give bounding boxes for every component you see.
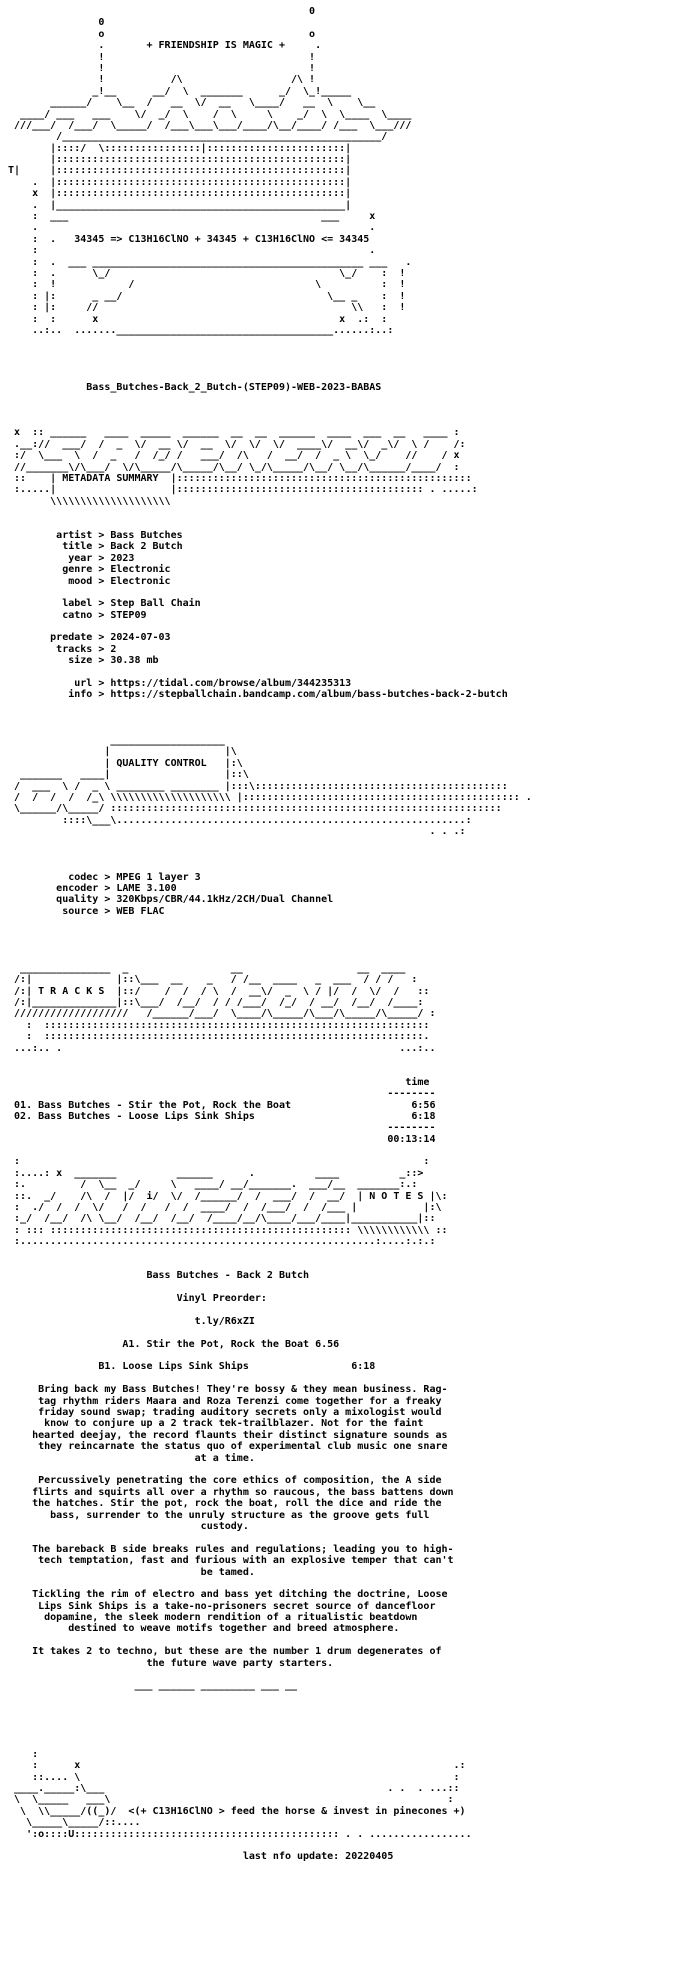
nfo-line — [2, 405, 532, 416]
nfo-line: : . — [2, 245, 376, 257]
nfo-line: time — [2, 1076, 430, 1088]
nfo-line: /////////////////// /______/___/ \____/\_____/\___/\_____/\_____/ : — [2, 1008, 436, 1020]
nfo-line: | |\ — [2, 746, 237, 758]
nfo-line: 0 — [2, 17, 316, 29]
nfo-line: : x .: — [2, 1760, 466, 1772]
nfo-line: ::.... \ : — [2, 1771, 460, 1783]
nfo-line: size > 30.38 mb — [2, 655, 159, 667]
nfo-line: 02. Bass Butches - Loose Lips Sink Ships 6:18 — [2, 1110, 436, 1122]
nfo-line: \ \\_____/((_)/ <(+ C13H16ClNO > feed the horse & invest in pinecones +) — [2, 1805, 466, 1817]
nfo-line: ::. _/ /\ / |/ i/ \/ /______/ / ___/ / __/ | N O T E S |\: — [2, 1190, 448, 1202]
nfo-line: A1. Stir the Pot, Rock the Boat 6.56 — [2, 1338, 340, 1350]
nfo-line: : :::::::::::::::::::::::::::::::::::::::::::::::::::::::::::::::: — [2, 1019, 430, 1031]
nfo-line: catno > STEP09 — [2, 609, 147, 621]
nfo-line: / / / / /_\ \\\\\\\\\\\\\\\\\\\\ |:::::::::::::::::::::::::::::::::::::::::::::: . — [2, 791, 532, 803]
nfo-line — [2, 860, 532, 871]
nfo-line: Bass_Butches-Back_2_Butch-(STEP09)-WEB-2023-BABAS — [2, 381, 382, 393]
nfo-line: ______/ \__ / __ \/ __ \____/ __ \ \__ — [2, 97, 376, 109]
nfo-line: T| |::::::::::::::::::::::::::::::::::::::::::::::::| — [2, 165, 352, 177]
nfo-line: : . \_/ \_/ : ! — [2, 267, 406, 279]
nfo-line: :.....| |::::::::::::::::::::::::::::::::::::::::: . .....: — [2, 484, 478, 496]
nfo-line: \ \_____ ___\ : — [2, 1794, 454, 1806]
nfo-line — [2, 1259, 532, 1270]
nfo-line: Bring back my Bass Butches! They're bossy & they mean business. Rag- — [2, 1384, 448, 1396]
nfo-line: \\\\\\\\\\\\\\\\\\\\ — [2, 495, 171, 507]
nfo-line: . . .: — [2, 826, 466, 838]
nfo-line: : . 34345 => C13H16ClNO + 34345 + C13H16ClNO <= 34345 — [2, 233, 370, 245]
nfo-line: :....: x _______ ______ . ____ _::> — [2, 1167, 424, 1179]
nfo-line: genre > Electronic — [2, 564, 171, 576]
nfo-line: The bareback B side breaks rules and regulations; leading you to high- — [2, 1543, 454, 1555]
nfo-line: /_____________________________________________________/ — [2, 131, 388, 143]
nfo-line: year > 2023 — [2, 552, 135, 564]
nfo-line: //_______\/\___/ \/\_____/\_____/\__/ \_/\_____/\__/ \__/\______/____/ : — [2, 461, 460, 473]
nfo-line: destined to weave motifs together and breed atmosphere. — [2, 1623, 400, 1635]
nfo-line: label > Step Ball Chain — [2, 598, 201, 610]
nfo-line — [2, 712, 532, 723]
nfo-line: they reincarnate the status quo of experimental club music one snare — [2, 1441, 448, 1453]
nfo-line — [2, 1373, 532, 1384]
nfo-line — [2, 1065, 532, 1076]
nfo-line: source > WEB FLAC — [2, 905, 165, 917]
nfo-line: codec > MPEG 1 layer 3 — [2, 871, 201, 883]
nfo-line — [2, 1715, 532, 1726]
nfo-line: quality > 320Kbps/CBR/44.1kHz/2CH/Dual Channel — [2, 894, 334, 906]
nfo-line: ! ! — [2, 51, 316, 63]
nfo-line: hearted deejay, the record flaunts their distinct signature sounds as — [2, 1429, 448, 1441]
nfo-line: tracks > 2 — [2, 643, 117, 655]
nfo-line: title > Back 2 Butch — [2, 541, 183, 553]
nfo-line: Percussively penetrating the core ethics of composition, the A side — [2, 1475, 442, 1487]
nfo-line: B1. Loose Lips Sink Ships 6:18 — [2, 1361, 376, 1373]
nfo-line — [2, 940, 532, 951]
nfo-line: . |::::::::::::::::::::::::::::::::::::::::::::::::| — [2, 176, 352, 188]
nfo-line: x :: ______ ____ _____ ______ __ __ ______ ____ ___ __ ____ : — [2, 427, 460, 439]
nfo-line: 01. Bass Butches - Stir the Pot, Rock the Boat 6:56 — [2, 1099, 436, 1111]
nfo-line — [2, 1305, 532, 1316]
nfo-line: encoder > LAME 3.100 — [2, 883, 177, 895]
nfo-line: ____._____:\___ . . . ...:: — [2, 1782, 460, 1794]
nfo-line — [2, 667, 532, 678]
nfo-line: t.ly/R6xZI — [2, 1315, 255, 1327]
nfo-line — [2, 849, 532, 860]
nfo-line — [2, 1703, 532, 1714]
nfo-line — [2, 1635, 532, 1646]
nfo-line: Bass Butches - Back 2 Butch — [2, 1270, 310, 1282]
nfo-line: ':o::::U:::::::::::::::::::::::::::::::::::::::::::: . . ................. — [2, 1828, 472, 1840]
nfo-line: ! /\ /\ ! — [2, 74, 316, 86]
nfo-line — [2, 507, 532, 518]
nfo-line: Tickling the rim of electro and bass yet ditching the doctrine, Loose — [2, 1589, 448, 1601]
nfo-line: : : x x .: : — [2, 313, 388, 325]
nfo-line — [2, 1578, 532, 1589]
nfo-line: the future wave party starters. — [2, 1657, 334, 1669]
nfo-line — [2, 1248, 532, 1259]
nfo-line: the hatches. Stir the pot, rock the boat, roll the dice and ride the — [2, 1498, 442, 1510]
nfo-line: ___________________ — [2, 735, 225, 746]
nfo-line — [2, 621, 532, 632]
nfo-line: / ___ \ / _ \ ________ ________ |:::\:::::::::::::::::::::::::::::::::::::::::: — [2, 780, 508, 792]
nfo-line: : :::::::::::::::::::::::::::::::::::::::::::::::::::::::::::::::. — [2, 1031, 430, 1043]
nfo-line — [2, 1327, 532, 1338]
nfo-line: -------- — [2, 1088, 436, 1100]
nfo-line: :. / \__ _/ \ ____/ __/_______. ___/__ _______:.: — [2, 1179, 418, 1191]
nfo-line — [2, 371, 532, 382]
nfo-line — [2, 393, 532, 404]
nfo-line — [2, 1692, 532, 1703]
nfo-line: : ! / \ : ! — [2, 279, 406, 291]
nfo-line: : |: _ __/ \__ _ : ! — [2, 290, 406, 302]
nfo-line: last nfo update: 20220405 — [2, 1851, 394, 1863]
nfo-line: friday sound swap; trading auditory secrets only a mixologist would — [2, 1407, 442, 1419]
nfo-line — [2, 917, 532, 928]
nfo-line: x |::::::::::::::::::::::::::::::::::::::::::::::::| — [2, 188, 352, 200]
nfo-line: |::::::::::::::::::::::::::::::::::::::::::::::::| — [2, 154, 352, 166]
nfo-line: know to conjure up a 2 track tek-trailblazer. Not for the faint — [2, 1418, 424, 1430]
nfo-line — [2, 838, 532, 849]
nfo-line: mood > Electronic — [2, 575, 171, 587]
nfo-line — [2, 1840, 532, 1851]
nfo-line: ! ! — [2, 62, 316, 74]
nfo-line: 00:13:14 — [2, 1133, 436, 1145]
nfo-line — [2, 336, 532, 347]
nfo-text-document — [2, 6, 532, 1863]
nfo-line: ///___/ /___/ \_____/ /___\___\___/____/\__/____/ /___ \___/// — [2, 119, 412, 131]
nfo-line: :: | METADATA SUMMARY |::::::::::::::::::::::::::::::::::::::::::::::::: — [2, 473, 472, 485]
nfo-line: : — [2, 1748, 39, 1760]
nfo-line: /:|______________|::\___/ /__/ / / /___/ /_/ / __/ /__/ /____: — [2, 996, 424, 1008]
nfo-line — [2, 1145, 532, 1156]
nfo-line: _______________ _ __ __ ____ — [2, 962, 406, 974]
nfo-line: It takes 2 to techno, but these are the number 1 drum degenerates of — [2, 1646, 442, 1658]
nfo-line: ::::\___\..........................................................: — [2, 814, 472, 826]
nfo-line: dopamine, the sleek modern rendition of a ritualistic beatdown — [2, 1612, 418, 1624]
nfo-line: : ___ ___ x — [2, 211, 376, 223]
nfo-line — [2, 359, 532, 370]
nfo-line: bass, surrender to the unruly structure as the groove gets full — [2, 1509, 430, 1521]
nfo-line: ____/ ___ ___ \/ _/ \ / \ \ _/ \ \____ \____ — [2, 108, 412, 120]
nfo-line: ...:.. . ...:.. — [2, 1042, 436, 1054]
nfo-line: : . ___ _____________________________________________ ___ . — [2, 256, 412, 268]
nfo-line: tag rhythm riders Maara and Roza Terenzi come together for a freaky — [2, 1395, 442, 1407]
nfo-line: o o — [2, 28, 316, 40]
nfo-line — [2, 1350, 532, 1361]
nfo-line: | QUALITY CONTROL |:\ — [2, 757, 243, 769]
nfo-line: predate > 2024-07-03 — [2, 632, 171, 644]
nfo-line: flirts and squirts all over a rhythm so raucous, the bass battens down — [2, 1486, 454, 1498]
nfo-line: 0 — [2, 6, 316, 17]
nfo-line: artist > Bass Butches — [2, 529, 183, 541]
nfo-line: /:| |::\___ __ _ / /__ ____ _ ___ / / / : — [2, 974, 418, 986]
nfo-line — [2, 519, 532, 530]
nfo-line: :...........................................................:....:.:.: — [2, 1236, 436, 1248]
nfo-line — [2, 348, 532, 359]
nfo-line: be tamed. — [2, 1566, 255, 1578]
nfo-line — [2, 587, 532, 598]
nfo-line: _!__ __/ \ _______ _/ \_!_____ — [2, 85, 352, 97]
nfo-line — [2, 1737, 532, 1748]
nfo-line — [2, 701, 532, 712]
nfo-line: . + FRIENDSHIP IS MAGIC + . — [2, 40, 322, 52]
nfo-line: info > https://stepballchain.bandcamp.com/album/bass-butches-back-2-butch — [2, 689, 508, 701]
nfo-line — [2, 416, 532, 427]
nfo-line: .__:// ___/ / _ \/ __ \/ __ \/ \/ \/ ____\/ __\/ _\/ \ / /: — [2, 438, 466, 450]
nfo-line: :_/ /__/ /\ \__/ /__/ /__/ /____/__/\____/___/____|___________|:: — [2, 1213, 436, 1225]
nfo-line: /:| T R A C K S |::/ / / / \ / __\/ _ \ / |/ / \/ / :: — [2, 985, 430, 997]
nfo-line: ..:.. .......____________________________________......:..: — [2, 324, 394, 336]
nfo-line: \______/\_____/ ::::::::::::::::::::::::::::::::::::::::::::::::::::::::::::::::: — [2, 803, 502, 815]
nfo-line — [2, 1054, 532, 1065]
nfo-line: tech temptation, fast and furious with an explosive temper that can't — [2, 1555, 454, 1567]
nfo-line — [2, 1669, 532, 1680]
nfo-line — [2, 1532, 532, 1543]
nfo-line: : ./ / / \/ / / / / ____/ / /___/ / /___ | |:\ — [2, 1202, 442, 1214]
nfo-line: at a time. — [2, 1452, 255, 1464]
nfo-line: : : — [2, 1156, 430, 1168]
nfo-line: Lips Sink Ships is a take-no-prisoners secret source of dancefloor — [2, 1600, 436, 1612]
nfo-line: url > https://tidal.com/browse/album/344235313 — [2, 678, 352, 690]
nfo-line — [2, 1726, 532, 1737]
nfo-line — [2, 929, 532, 940]
nfo-line: _______ ____| |::\ — [2, 769, 249, 781]
nfo-line: : ::: :::::::::::::::::::::::::::::::::::::::::::::::::: \\\\\\\\\\\\ :: — [2, 1224, 448, 1236]
nfo-line: custody. — [2, 1520, 249, 1532]
nfo-line — [2, 1464, 532, 1475]
nfo-line: . |________________________________________________| — [2, 199, 352, 211]
nfo-line — [2, 951, 532, 962]
nfo-line: :/ \___ \ / _ / /_/ / ___/ /\ / __/ / _ \ \_/ // / x — [2, 450, 460, 462]
nfo-line: ___ ______ _________ ___ __ — [2, 1680, 298, 1692]
nfo-line: \_____\_____/::.... — [2, 1817, 141, 1829]
nfo-line: Vinyl Preorder: — [2, 1293, 267, 1305]
nfo-line: . . — [2, 222, 376, 234]
nfo-line: : |: // \\ : ! — [2, 302, 406, 314]
nfo-line — [2, 1282, 532, 1293]
nfo-line — [2, 724, 532, 735]
nfo-line: -------- — [2, 1122, 436, 1134]
nfo-line: |::::/ \::::::::::::::::|:::::::::::::::::::::::| — [2, 142, 352, 154]
